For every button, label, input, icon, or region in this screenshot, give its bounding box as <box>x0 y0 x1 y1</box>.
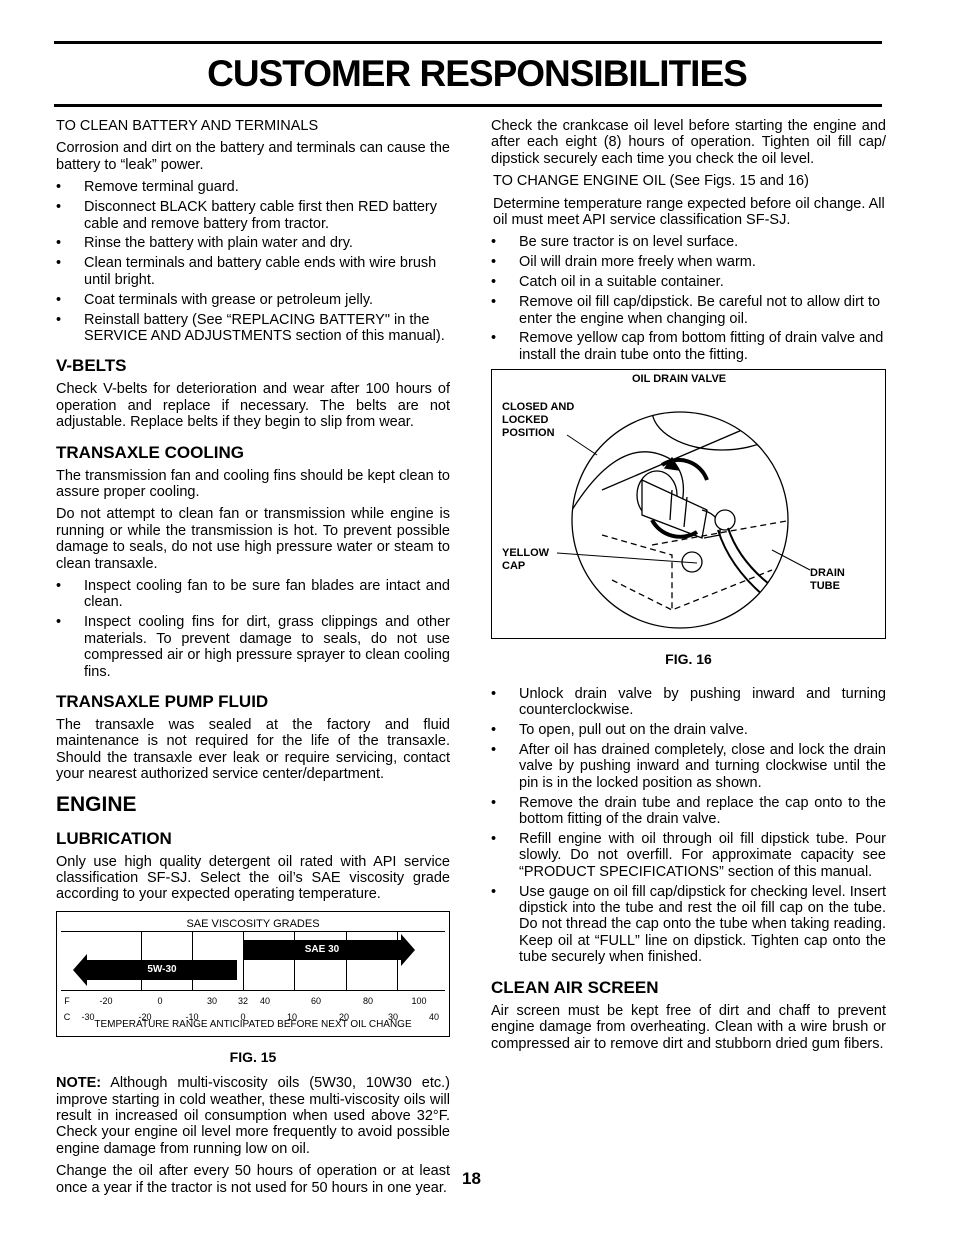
cooling-text-1: The transmission fan and cooling fins should be kept clean to assure proper cooling. <box>56 467 450 500</box>
note-label: NOTE: <box>56 1075 102 1092</box>
pump-heading: TRANSAXLE PUMP FLUID <box>56 691 269 711</box>
list-item: • Rinse the battery with plain water and dry. <box>56 235 450 251</box>
page-number: 18 <box>462 1169 481 1188</box>
battery-intro: Corrosion and dirt on the battery and terminals can cause the battery to “leak” power. <box>56 140 450 173</box>
c-tick: 30 <box>387 1011 399 1022</box>
change-oil-heading: TO CHANGE ENGINE OIL (See Figs. 15 and 16) <box>493 173 809 190</box>
list-item: • Remove terminal guard. <box>56 179 450 195</box>
air-screen-text: Air screen must be kept free of dirt and chaff to prevent engine damage from overheating. Clean with a wire brush or compressed air to remove dirt and stubborn dried gum fibers. <box>491 1002 886 1052</box>
list-item: • Inspect cooling fan to be sure fan blades are intact and clean. <box>56 578 450 611</box>
list-item: • Remove yellow cap from bottom fitting of drain valve and install the drain tube onto the fitting. <box>491 330 886 363</box>
change-oil-list <box>491 234 886 363</box>
c-tick: -20 <box>138 1011 152 1022</box>
cap-label-line: CAP <box>502 560 526 573</box>
note-paragraph <box>56 1075 450 1157</box>
yellow-label-line: YELLOW <box>502 547 550 560</box>
check-oil-text: Check the crankcase oil level before starting the engine and after each eight (8) hours of operation. Tighten oil fill cap/ dipstick securely each time you check the oil level. <box>491 118 886 167</box>
fig16-title: OIL DRAIN VALVE <box>632 373 727 386</box>
list-item: • To open, pull out on the drain valve. <box>491 722 886 738</box>
fig16-caption: FIG. 16 <box>665 651 712 668</box>
list-item: • Disconnect BLACK battery cable first then RED battery cable and remove battery from tractor. <box>56 199 450 232</box>
c-tick: -30 <box>81 1011 95 1022</box>
title-rule <box>54 104 882 107</box>
f-tick: 80 <box>362 995 374 1006</box>
oil-change-interval-text: Change the oil after every 50 hours of operation or at least once a year if the tractor is not used for 50 hours in one year. <box>56 1163 450 1196</box>
change-oil-intro: Determine temperature range expected before oil change. All oil must meet API service classification SF-SJ. <box>493 195 885 229</box>
f-tick: 0 <box>157 995 163 1006</box>
list-item: • Refill engine with oil through oil fill dipstick tube. Pour slowly. Do not overfill. For approximate capacity see “PRODUCT SPECIFICATIONS” section of this manual. <box>491 831 886 880</box>
page-title: CUSTOMER RESPONSIBILITIES <box>207 53 747 94</box>
battery-heading: TO CLEAN BATTERY AND TERMINALS <box>56 118 319 134</box>
list-item: • Use gauge on oil fill cap/dipstick for checking level. Insert dipstick into the tube and rest the oil fill cap on the tube. Do not thread the cap onto the tube when taking reading. Keep oil at “FULL” line on dipstick. Tighten cap onto the tube securely when finished. <box>491 884 886 966</box>
pump-text: The transaxle was sealed at the factory and fluid maintenance is not required for the life of the transaxle. Should the transaxle ever leak or require servicing, contact your nearest authorized service center/department. <box>56 716 450 783</box>
f-tick: 40 <box>259 995 271 1006</box>
oil-drain-valve-figure <box>491 369 886 639</box>
list-item: • Inspect cooling fins for dirt, grass clippings and other materials. To prevent damage to seals, do not use compressed air or high pressure sprayer to clean cooling fins. <box>56 614 450 680</box>
list-item: • Remove the drain tube and replace the cap onto to the bottom fitting of the drain valve. <box>491 795 886 828</box>
5w30-label: 5W-30 <box>147 963 177 975</box>
cooling-list <box>56 578 450 680</box>
closed-label-line: CLOSED AND <box>502 401 575 414</box>
list-item: • Unlock drain valve by pushing inward and turning counterclockwise. <box>491 686 886 719</box>
drain-label-line: DRAIN <box>810 567 845 580</box>
top-rule <box>54 41 882 44</box>
engine-heading: ENGINE <box>56 792 137 816</box>
viscosity-chart <box>56 911 450 1037</box>
right-column <box>491 118 886 1058</box>
left-column <box>56 118 450 1202</box>
f-tick: 100 <box>411 995 427 1006</box>
closed-locked-label <box>502 401 574 440</box>
list-item: • Reinstall battery (See “REPLACING BATTERY" in the SERVICE AND ADJUSTMENTS section of this manual). <box>56 312 450 345</box>
drain-list <box>491 686 886 966</box>
battery-list <box>56 179 450 344</box>
list-item: • After oil has drained completely, close and lock the drain valve by pushing inward and turning clockwise until the pin is in the locked position as shown. <box>491 742 886 791</box>
list-item: • Clean terminals and battery cable ends with wire brush until bright. <box>56 255 450 288</box>
f-tick: -20 <box>99 995 113 1006</box>
f-tick: 60 <box>310 995 322 1006</box>
f-tick: 32 <box>237 995 249 1006</box>
c-tick: 0 <box>240 1011 246 1022</box>
c-tick: -10 <box>185 1011 199 1022</box>
cooling-heading: TRANSAXLE COOLING <box>56 442 244 462</box>
yellow-cap-label <box>502 547 549 573</box>
air-screen-heading: CLEAN AIR SCREEN <box>491 977 659 997</box>
list-item: • Oil will drain more freely when warm. <box>491 254 886 270</box>
fahrenheit-scale <box>57 993 449 1007</box>
5w30-range-bar <box>87 960 237 980</box>
f-axis-label: F <box>64 995 70 1006</box>
lubrication-text: Only use high quality detergent oil rated with API service classification SF-SJ. Select the oil’s SAE viscosity grade according to your expected operating temperature. <box>56 853 450 903</box>
list-item: • Remove oil fill cap/dipstick. Be careful not to allow dirt to enter the engine when changing oil. <box>491 294 886 327</box>
lubrication-heading: LUBRICATION <box>56 828 172 848</box>
list-item: • Coat terminals with grease or petroleum jelly. <box>56 292 450 308</box>
vbelts-text: Check V-belts for deterioration and wear after 100 hours of operation and replace if necessary. The belts are not adjustable. Replace belts if they begin to slip from wear. <box>56 381 450 431</box>
c-tick: 40 <box>428 1011 440 1022</box>
cooling-text-2: Do not attempt to clean fan or transmission while engine is running or while the transmission is hot. To prevent possible damage to seals, do not use high pressure water or steam to clean transaxle. <box>56 506 450 572</box>
drain-tube-label <box>810 567 845 593</box>
f-tick: 30 <box>206 995 218 1006</box>
fig15-caption: FIG. 15 <box>229 1048 277 1065</box>
tube-label-line: TUBE <box>810 580 840 593</box>
c-tick: 20 <box>338 1011 350 1022</box>
list-item: • Be sure tractor is on level surface. <box>491 234 886 250</box>
position-label-line: POSITION <box>502 427 555 440</box>
viscosity-chart-title: SAE VISCOSITY GRADES <box>186 917 320 930</box>
list-item: • Catch oil in a suitable container. <box>491 274 886 290</box>
c-tick: 10 <box>286 1011 298 1022</box>
locked-label-line: LOCKED <box>502 414 549 427</box>
sae30-label: SAE 30 <box>304 943 340 955</box>
vbelts-heading: V-BELTS <box>56 356 127 376</box>
note-text: Although multi-viscosity oils (5W30, 10W30 etc.) improve starting in cold weather, these multi-viscosity oils will result in increased oil consumption when used above 32°F. Check your engine oil level more frequently to avoid possible engine damage from running low on oil. <box>56 1075 450 1157</box>
viscosity-grid <box>61 931 445 991</box>
c-axis-label: C <box>63 1011 71 1022</box>
viscosity-chart-footer: TEMPERATURE RANGE ANTICIPATED BEFORE NEXT OIL CHANGE <box>94 1019 412 1031</box>
sae30-range-bar <box>243 940 401 960</box>
